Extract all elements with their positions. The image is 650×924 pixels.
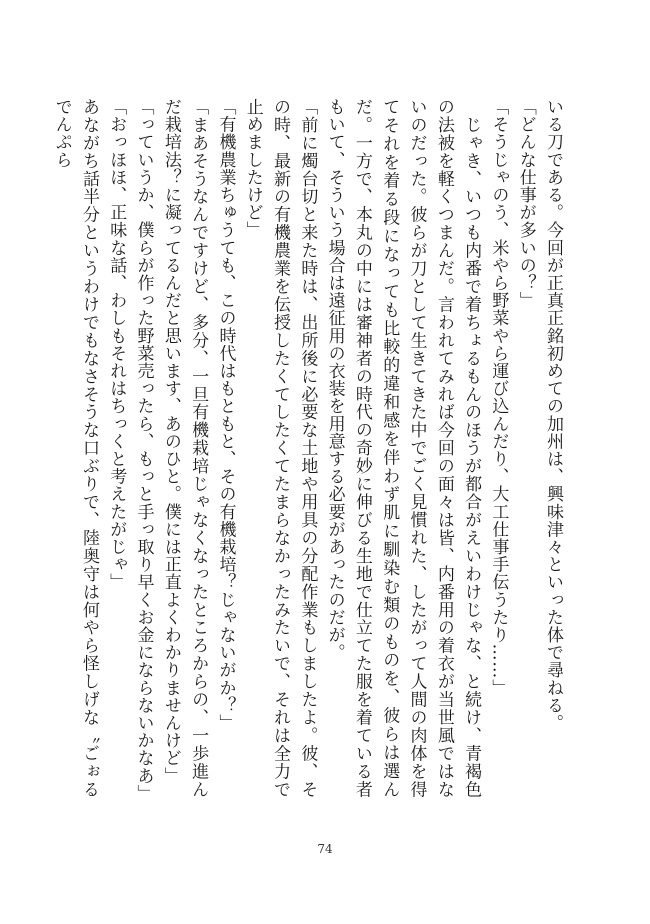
page-number: 74 xyxy=(317,842,333,856)
dialogue-line: 「っていうか、僕らが作った野菜売ったら、もっと手っ取り早くお金にならないかなあ」 xyxy=(133,98,154,802)
dialogue-line: 「どんな仕事が多いの？」 xyxy=(515,98,536,310)
paragraph: あながち話半分というわけでもなさそうな口ぶりで、陸奥守は何やら怪しげな〝ごぉるでんぷら xyxy=(51,98,99,798)
dialogue-line: 「そうじゃのう、米やら野菜やら運び込んだり、大工仕事手伝うたり……」 xyxy=(488,98,509,697)
vertical-text-body xyxy=(51,98,566,802)
dialogue-line: 「前に燭台切と来た時は、出所後に必要な土地や用具の分配作業もしましたよ。彼、その時、最新の有機農業を伝授したくてしたくてたまらなかったみたいで、それは全力で止めましたけど」 xyxy=(242,98,318,798)
dialogue-line: 「おっほほ、正味な話、わしもそれはちっくと考えたがじゃ」 xyxy=(106,98,127,591)
paragraph: じゃき、いつも内番で着ちょるもんのほうが都合がえいわけじゃな、と続け、青褐色の法被を軽くつまんだ。言われてみれば今回の面々は皆、内番用の着衣が当世風ではないのだった。彼らが刀として生きてきた中でごく見慣れた、したがって人間の肉体を得てそれを着る段になっても比較的違和感を伴わず肌に馴染む類のものを、彼らは選んだ。一方で、本丸の中には審神者の時代の奇妙に伸びる生地で仕立てた服を着ている者もいて、そういう場合は遠征用の衣装を用意する必要があったのだが。 xyxy=(324,98,482,798)
paragraph: いる刀である。今回が正真正銘初めての加州は、興味津々といった体で尋ねる。 xyxy=(543,98,563,732)
dialogue-line: 「有機農業ちゅうても、この時代はもともと、その有機栽培？じゃないがか？」 xyxy=(215,98,236,732)
dialogue-line: 「まあそうなんですけど、多分、一旦有機栽培じゃなくなったところからの、一歩進んだ栽培法？に凝ってるんだと思います、あのひと。僕には正直よくわかりませんけど」 xyxy=(160,98,209,798)
